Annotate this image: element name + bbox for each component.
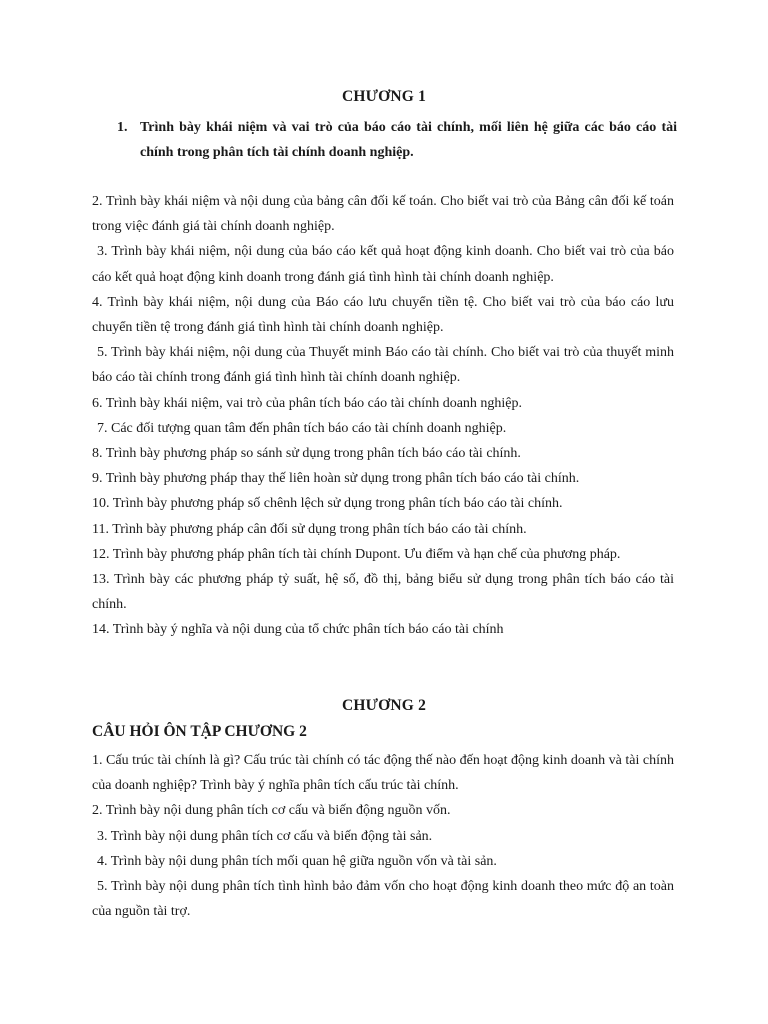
list-item: 8. Trình bày phương pháp so sánh sử dụng trong phân tích báo cáo tài chính. — [92, 446, 521, 462]
chapter-1-title: CHƯƠNG 1 — [341, 88, 427, 105]
question-1-text: Trình bày khái niệm và vai trò của báo cáo tài chính, mối liên hệ giữa các báo cáo tài chính trong phân tích tài chính doanh nghiệp. — [140, 120, 677, 160]
list-item: 5. Trình bày khái niệm, nội dung của Thuyết minh Báo cáo tài chính. Cho biết vai trò của thuyết minh báo cáo tài chính trong đánh giá tình hình tài chính doanh nghiệp. — [92, 345, 674, 386]
list-item: 2. Trình bày khái niệm và nội dung của bảng cân đối kế toán. Cho biết vai trò của Bảng cân đối kế toán trong việc đánh giá tài chính doanh nghiệp. — [92, 194, 674, 235]
list-item: 13. Trình bày các phương pháp tỷ suất, hệ số, đồ thị, bảng biểu sử dụng trong phân tích báo cáo tài chính. — [92, 572, 674, 613]
chapter-1-question-1 — [117, 115, 677, 165]
list-item: 3. Trình bày nội dung phân tích cơ cấu và biến động tài sản. — [97, 828, 433, 844]
list-item: 6. Trình bày khái niệm, vai trò của phân tích báo cáo tài chính doanh nghiệp. — [92, 395, 523, 411]
list-item: 14. Trình bày ý nghĩa và nội dung của tổ chức phân tích báo cáo tài chính — [92, 622, 504, 638]
chapter-2-title: CHƯƠNG 2 — [341, 697, 427, 714]
list-item: 11. Trình bày phương pháp cân đối sử dụng trong phân tích báo cáo tài chính. — [92, 521, 527, 537]
list-item: 4. Trình bày nội dung phân tích mối quan hệ giữa nguồn vốn và tài sản. — [97, 853, 497, 869]
list-item: 1. Cấu trúc tài chính là gì? Cấu trúc tài chính có tác động thế nào đến hoạt động kinh doanh và tài chính của doanh nghiệp? Trình bày ý nghĩa phân tích cấu trúc tài chính. — [92, 753, 674, 794]
list-item: 7. Các đối tượng quan tâm đến phân tích báo cáo tài chính doanh nghiệp. — [97, 420, 507, 436]
list-item: 10. Trình bày phương pháp số chênh lệch sử dụng trong phân tích báo cáo tài chính. — [92, 496, 563, 512]
list-item: 5. Trình bày nội dung phân tích tình hình bảo đảm vốn cho hoạt động kinh doanh theo mức độ an toàn của nguồn tài trợ. — [92, 879, 674, 920]
list-item: 4. Trình bày khái niệm, nội dung của Báo cáo lưu chuyển tiền tệ. Cho biết vai trò của báo cáo lưu chuyển tiền tệ trong đánh giá tình hình tài chính doanh nghiệp. — [92, 294, 674, 336]
chapter-1-question-list — [92, 189, 674, 643]
list-item: 9. Trình bày phương pháp thay thế liên hoàn sử dụng trong phân tích báo cáo tài chính. — [92, 471, 580, 487]
chapter-2-question-list — [92, 748, 674, 924]
chapter-2-subheading: CÂU HỎI ÔN TẬP CHƯƠNG 2 — [92, 723, 307, 740]
list-item: 2. Trình bày nội dung phân tích cơ cấu và biến động nguồn vốn. — [92, 803, 451, 819]
question-1-number: 1. — [117, 120, 128, 135]
list-item: 12. Trình bày phương pháp phân tích tài chính Dupont. Ưu điểm và hạn chế của phương pháp. — [92, 546, 621, 562]
list-item: 3. Trình bày khái niệm, nội dung của báo cáo kết quả hoạt động kinh doanh. Cho biết vai trò của báo cáo kết quả hoạt động kinh doanh trong đánh giá tình hình tài chính doanh nghiệp. — [92, 244, 674, 285]
